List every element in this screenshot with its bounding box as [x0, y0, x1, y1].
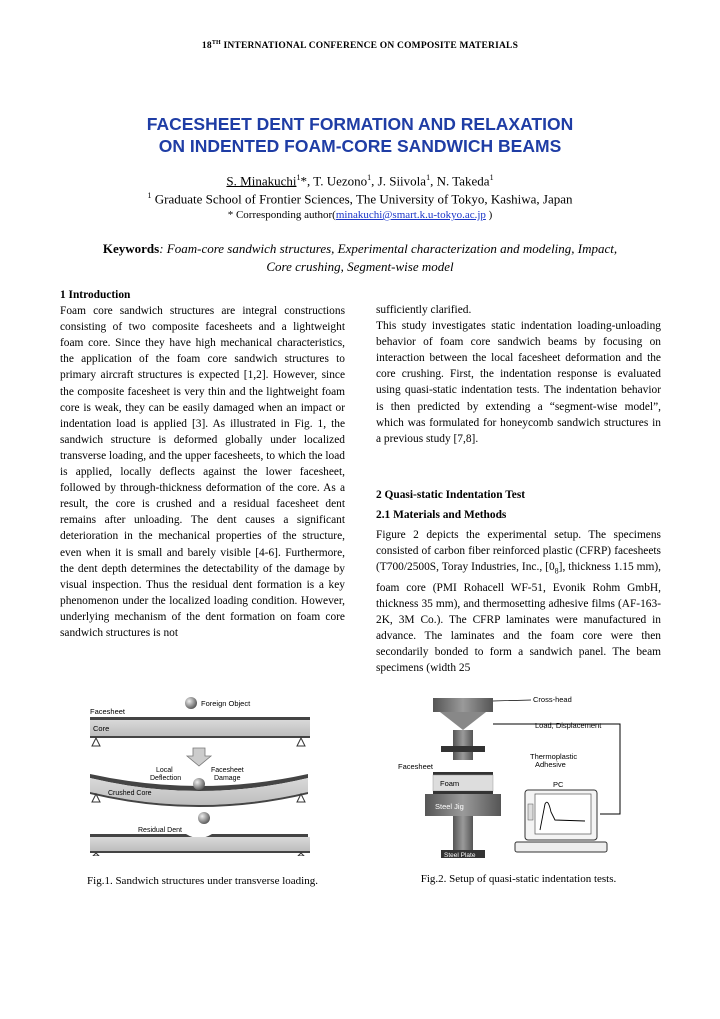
right-paragraph-1: sufficiently clarified. — [376, 304, 472, 316]
author-2: T. Uezono — [313, 173, 368, 189]
label-crosshead: Cross-head — [533, 695, 572, 704]
facesheet-bottom-3 — [90, 851, 310, 853]
base-rod — [453, 816, 473, 850]
facesheet-bottom — [90, 736, 310, 738]
facesheet-top — [90, 717, 310, 720]
section-heading-introduction: 1 Introduction — [60, 289, 131, 301]
leader-crosshead — [493, 700, 531, 701]
crosshead-taper — [440, 712, 486, 730]
support-left — [92, 738, 100, 746]
right-paragraph-2: This study investigates static indentation loading-unloading behavior of foam core sandwich beams by focusing on interaction between the local facesheet deformation and the core crushing. First, the indentation response is evaluated using quasi-static indentation tests. The indentation behavior is then predicted by extending a “segment-wise model”, which was formulated for honeycomb sandwich structures in a previous study [7,8]. — [376, 320, 661, 445]
pc-keyboard — [515, 842, 607, 852]
email-link[interactable]: minakuchi@smart.k.u-tokyo.ac.jp — [335, 209, 486, 221]
keywords-text: : Foam-core sandwich structures, Experimental characterization and modeling, Impact, Core crushing, Segment-wise model — [159, 241, 618, 274]
label-residual-dent: Residual Dent — [138, 827, 182, 834]
methods-paragraph: Figure 2 depicts the experimental setup. The specimens consisted of carbon fiber reinforced plastic (CFRP) facesheets (T700/2500S, Toray Industries, Inc., $[0_8]$, thickness 1.15 mm), foam core (PMI Rohacell WF-51, Evonik Rohm GmbH, thickness 35 mm), and thermosetting adhesive films (AF-163-2K, 3M Co.). The CFRP laminates were manufactured in advance. The laminates and the foam core were then secondarily bonded to form a sandwich panel. The beam specimens (width 25 — [376, 529, 661, 675]
section-heading-2: 2 Quasi-static Indentation Test — [376, 488, 526, 501]
label-thermoplastic: Thermoplastic — [530, 752, 578, 761]
label-facesheet-damage-2: Damage — [214, 775, 241, 782]
core-layer — [90, 720, 310, 736]
label-steel-plate: Steel Plate — [444, 852, 476, 859]
figure-1-caption: Fig.1. Sandwich structures under transverse loading. — [87, 875, 318, 887]
keywords — [90, 240, 630, 276]
pc-button-column — [528, 804, 533, 820]
subsection-heading-2-1: 2.1 Materials and Methods — [376, 508, 507, 521]
core-layer-3 — [90, 837, 310, 851]
author-4: N. Takeda — [436, 173, 490, 189]
support-left-3 — [93, 853, 99, 856]
title-line-2: ON INDENTED FOAM-CORE SANDWICH BEAMS — [158, 136, 562, 156]
label-pc: PC — [553, 780, 564, 789]
support-right-3 — [298, 853, 304, 856]
arrow-down-icon — [187, 748, 211, 766]
figure-2-diagram — [395, 694, 635, 859]
figure-2-caption: Fig.2. Setup of quasi-static indentation tests. — [420, 873, 617, 885]
label-deflection: Deflection — [150, 775, 182, 782]
affiliation: $^1$ Graduate School of Frontier Sciences, The University of Tokyo, Kashiwa, Japan — [147, 191, 573, 207]
indenter-ball — [193, 778, 205, 790]
specimen-facesheet-top — [433, 772, 493, 775]
left-column — [60, 287, 345, 641]
support-right — [297, 738, 305, 746]
label-load-displacement: Load, Displacement — [535, 721, 602, 730]
label-core: Core — [93, 724, 110, 733]
foreign-object-ball — [185, 697, 197, 709]
label-steel-jig: Steel Jig — [435, 802, 464, 811]
label-facesheet: Facesheet — [90, 707, 126, 716]
intro-paragraph: Foam core sandwich structures are integral constructions consisting of two composite facesheets and a lightweight foam core. Since they have high mechanical characteristics, the application of the foam core sandwich structures to primary aircraft structures is expected [1,2]. However, since the composite facesheet is very thin and the lightweight foam core is weak, they can be easily damaged when an impact or indentation load is applied [3]. As illustrated in Fig. 1, the sandwich structure is deformed globally under localized transverse loading, and the upper facesheets, to which the load is applied, locally deflects against the lower facesheet, followed by through-thickness deformation of the core. As a result, the core is crushed and a residual facesheet dent remains after unloading. The dent causes a significant deterioration in the mechanical properties of the structure, even when it is small and barely visible [4-6]. Furthermore, the dent depth determines the detectability of the damage by visual inspection. Thus the residual dent formation is a key phenomenon under the localized loading condition. However, underlying mechanism of the dent formation on foam core sandwich structures is not — [60, 305, 345, 639]
foreign-object-ball-3 — [198, 812, 210, 824]
label-crushed-core: Crushed Core — [108, 790, 152, 797]
corresponding-author: * Corresponding author(minakuchi@smart.k.u-tokyo.ac.jp ) — [227, 209, 493, 221]
author-list: S. Minakuchi$^1$*, T. Uezono$^1$, J. Siivola$^1$, N. Takeda$^1$ — [226, 173, 494, 189]
crosshead — [433, 698, 493, 712]
label-foreign-object: Foreign Object — [201, 699, 251, 708]
specimen-facesheet-bottom — [433, 791, 493, 794]
conference-header: 18TH INTERNATIONAL CONFERENCE ON COMPOSITE MATERIALS — [201, 40, 519, 52]
label-local: Local — [156, 767, 173, 774]
figure-1-diagram — [88, 694, 313, 856]
label-facesheet-damage-1: Facesheet — [211, 767, 244, 774]
rod-collar — [441, 746, 485, 752]
keywords-label: Keywords — [102, 241, 160, 256]
label-facesheet: Facesheet — [398, 762, 434, 771]
author-3: J. Siivola — [377, 173, 427, 189]
label-foam: Foam — [440, 779, 460, 788]
paper-title — [60, 113, 660, 157]
title-line-1: FACESHEET DENT FORMATION AND RELAXATION — [146, 114, 574, 134]
label-adhesive: Adhesive — [535, 760, 566, 769]
loading-rod — [453, 730, 473, 760]
right-column — [376, 302, 661, 676]
author-1: S. Minakuchi — [226, 173, 297, 189]
